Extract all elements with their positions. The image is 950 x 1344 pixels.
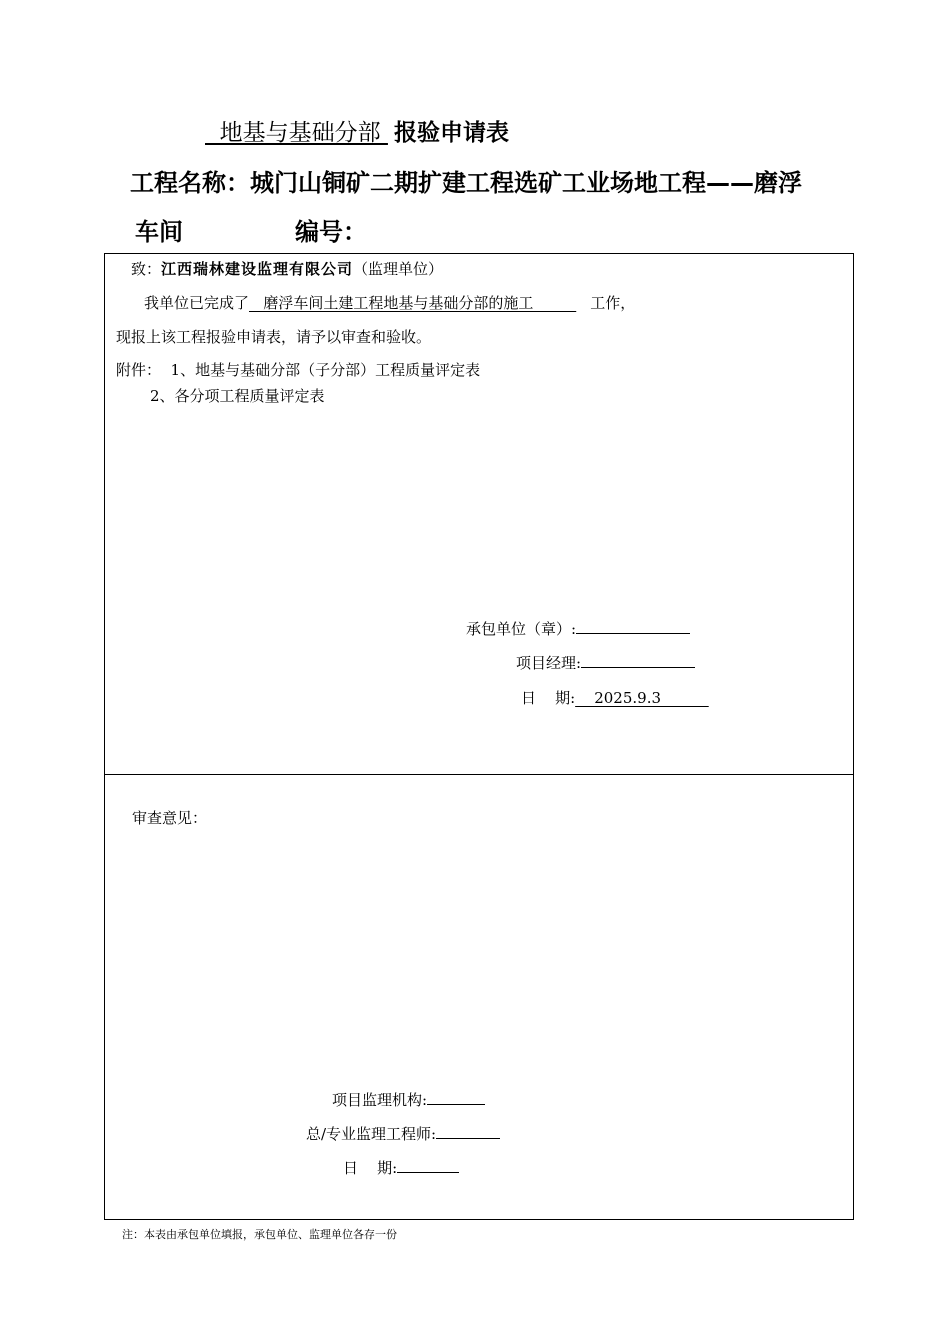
completed-prefix: 我单位已完成了: [144, 294, 250, 312]
review-date-blank[interactable]: [397, 1158, 459, 1173]
completed-work-value: 磨浮车间土建工程地基与基础分部的施工: [249, 294, 577, 312]
engineer-blank[interactable]: [436, 1124, 500, 1139]
date-value: 2025.9.3: [575, 689, 709, 707]
contractor-blank[interactable]: [576, 619, 690, 634]
footnote: 注：本表由承包单位填报，承包单位、监理单位各存一份: [122, 1228, 397, 1241]
attachment-1: 附件： 1、地基与基础分部（子分部）工程质量评定表: [116, 361, 481, 379]
contractor-label: 承包单位（章）:: [466, 620, 577, 638]
manager-signature-row: [516, 652, 695, 673]
org-blank[interactable]: [427, 1090, 485, 1105]
contractor-signature-row: [466, 618, 690, 639]
report-text: 现报上该工程报验申请表，请予以审查和验收。: [116, 328, 432, 346]
date-label: 日 期:: [521, 689, 576, 707]
attachment-2: 2、各分项工程质量评定表: [150, 387, 325, 405]
review-section: [104, 774, 854, 1220]
org-signature-row: [332, 1089, 485, 1110]
manager-label: 项目经理:: [516, 654, 582, 672]
engineer-signature-row: [306, 1123, 500, 1144]
addressee-suffix: （监理单位）: [353, 260, 444, 278]
addressee-prefix: 致：: [131, 260, 162, 278]
completed-suffix: 工作，: [590, 294, 636, 312]
project-name: 工程名称：城门山铜矿二期扩建工程选矿工业场地工程——磨浮: [130, 169, 802, 197]
completed-line: [144, 292, 635, 313]
addressee-line: [131, 258, 443, 279]
form-title: [205, 114, 509, 147]
review-date-row: [343, 1157, 459, 1178]
engineer-label: 总/专业监理工程师:: [306, 1125, 437, 1143]
manager-blank[interactable]: [581, 653, 695, 668]
supervision-company: 江西瑞林建设监理有限公司: [161, 260, 354, 278]
date-row: [521, 687, 709, 708]
org-label: 项目监理机构:: [332, 1091, 428, 1109]
project-name-continued: 车间: [135, 218, 183, 246]
review-date-label: 日 期:: [343, 1159, 398, 1177]
review-label: 审查意见：: [132, 809, 208, 827]
title-form-name: 报验申请表: [393, 120, 509, 146]
title-division: 地基与基础分部: [205, 120, 388, 146]
form-code-label: 编号：: [295, 218, 367, 246]
